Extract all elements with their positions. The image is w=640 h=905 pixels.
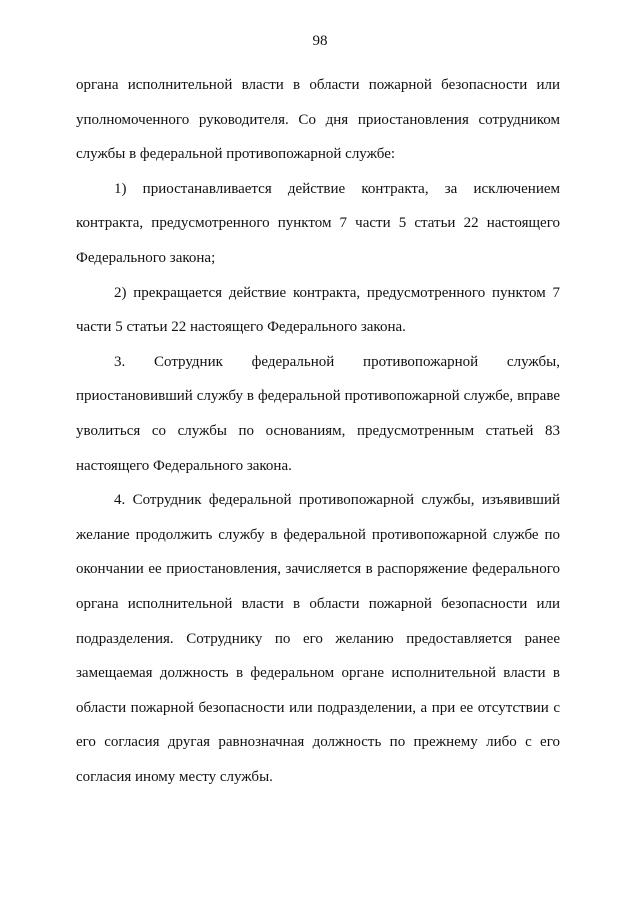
text-line: подразделения. Сотруднику по его желанию предоставляется ранее xyxy=(76,630,560,647)
text-line: Федерального закона; xyxy=(76,249,216,266)
text-line: контракта, предусмотренного пунктом 7 части 5 статьи 22 настоящего xyxy=(76,215,560,232)
text-line: 4. Сотрудник федеральной противопожарной службы, изъявивший xyxy=(114,492,560,509)
text-line: 1) приостанавливается действие контракта, за исключением xyxy=(114,180,560,197)
text-line: настоящего Федерального закона. xyxy=(76,457,292,474)
text-line: уволиться со службы по основаниям, предусмотренным статьей 83 xyxy=(76,422,560,439)
text-line: службы в федеральной противопожарной службе: xyxy=(76,146,396,163)
text-line: части 5 статьи 22 настоящего Федерального закона. xyxy=(76,319,406,336)
text-line: органа исполнительной власти в области пожарной безопасности или xyxy=(76,77,560,93)
text-line: 3. Сотрудник федеральной противопожарной службы, xyxy=(114,353,560,370)
text-line: приостановивший службу в федеральной противопожарной службе, вправе xyxy=(76,388,560,405)
text-line: его согласия другая равнозначная должность по прежнему либо с его xyxy=(76,734,560,751)
text-line: области пожарной безопасности или подразделении, а при ее отсутствии с xyxy=(76,699,560,716)
text-line: согласия иному месту службы. xyxy=(76,768,273,785)
text-line: желание продолжить службу в федеральной противопожарной службе по xyxy=(76,526,560,543)
text-line: 2) прекращается действие контракта, предусмотренного пунктом 7 xyxy=(114,284,560,301)
page-number: 98 xyxy=(312,33,328,49)
text-line: органа исполнительной власти в области пожарной безопасности или xyxy=(76,595,560,612)
text-line: уполномоченного руководителя. Со дня приостановления сотрудником xyxy=(76,111,560,128)
document-body xyxy=(76,68,560,794)
text-line: окончании ее приостановления, зачисляется в распоряжение федерального xyxy=(76,561,560,578)
text-line: замещаемая должность в федеральном органе исполнительной власти в xyxy=(76,665,560,682)
